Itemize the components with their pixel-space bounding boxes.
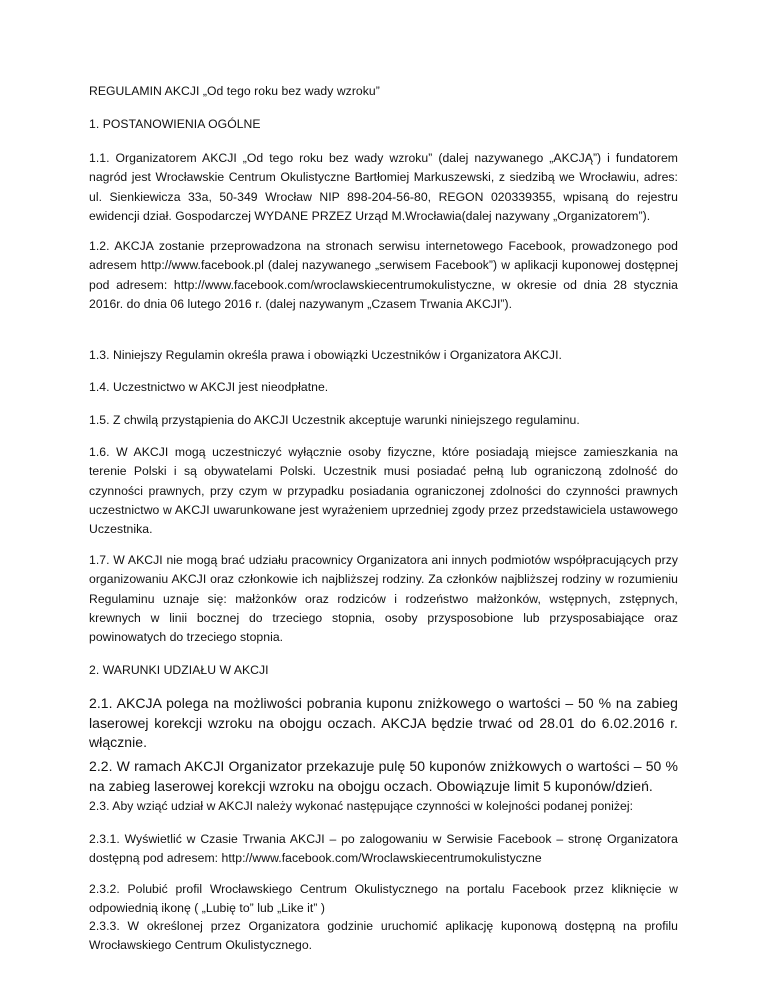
paragraph-1-6: 1.6. W AKCJI mogą uczestniczyć wyłącznie osoby fizyczne, które posiadają miejsce zamieszkania na terenie Polski i są obywatelami Polski. Uczestnik musi posiadać pełną lub ograniczoną zdolność do czynności prawnych, przy czym w przypadku posiadania ograniczonej zdolności do czynności prawnych uczestnictwo w AKCJI uwarunkowane jest wyrażeniem uprzedniej zgody przez przedstawiciela ustawowego Uczestnika. bbox=[89, 445, 678, 537]
paragraph-1-1: 1.1. Organizatorem AKCJI „Od tego roku bez wady wzroku” (dalej nazywanego „AKCJĄ”) i fundatorem nagród jest Wrocławskie Centrum Okulistyczne Bartłomiej Markuszewski, z siedzibą we Wrocławiu, adres: ul. Sienkiewicza 33a, 50-349 Wrocław NIP 898-204-56-80, REGON 020339355, wpisaną do rejestru ewidencji dział. Gospodarczej WYDANE PRZEZ Urząd M.Wrocławia(dalej nazywany „Organizatorem”). bbox=[89, 151, 678, 223]
paragraph-1-5: 1.5. Z chwilą przystąpienia do AKCJI Uczestnik akceptuje warunki niniejszego regulaminu. bbox=[89, 413, 580, 427]
paragraph-2-2: 2.2. W ramach AKCJI Organizator przekazuje pulę 50 kuponów zniżkowych o wartości – 50 % na zabieg laserowej korekcji wzroku na obojgu oczach. Obowiązuje limit 5 kuponów/dzień. bbox=[89, 758, 678, 794]
paragraph-1-7: 1.7. W AKCJI nie mogą brać udziału pracownicy Organizatora ani innych podmiotów współpracujących przy organizowaniu AKCJI oraz członkowie ich najbliższej rodziny. Za członków najbliższej rodziny w rozumieniu Regulaminu uznaje się: małżonków oraz rodziców i rodzeństwo małżonków, wstępnych, zstępnych, krewnych w linii bocznej do trzeciego stopnia, osoby przysposobione lub przysposabiające oraz powinowatych do trzeciego stopnia. bbox=[89, 553, 678, 645]
paragraph-2-3-1: 2.3.1. Wyświetlić w Czasie Trwania AKCJI – po zalogowaniu w Serwisie Facebook – stronę Organizatora dostępną pod adresem: http://www.facebook.com/Wroclawskiecentrumokulistyczne bbox=[89, 832, 678, 866]
paragraph-2-1: 2.1. AKCJA polega na możliwości pobrania kuponu zniżkowego o wartości – 50 % na zabieg laserowej korekcji wzroku na obojgu oczach. AKCJA będzie trwać od 28.01 do 6.02.2016 r. włącznie. bbox=[89, 695, 678, 750]
paragraph-2-3-3: 2.3.3. W określonej przez Organizatora godzinie uruchomić aplikację kuponową dostępną na profilu Wrocławskiego Centrum Okulistycznego. bbox=[89, 919, 678, 953]
paragraph-2-3-2: 2.3.2. Polubić profil Wrocławskiego Centrum Okulistycznego na portalu Facebook przez kliknięcie w odpowiednią ikonę ( „Lubię to” lub „Like it” ) bbox=[89, 882, 678, 916]
section-heading-1: 1. POSTANOWIENIA OGÓLNE bbox=[89, 117, 261, 131]
paragraph-1-3: 1.3. Niniejszy Regulamin określa prawa i obowiązki Uczestników i Organizatora AKCJI. bbox=[89, 348, 562, 362]
document-title: REGULAMIN AKCJI „Od tego roku bez wady wzroku” bbox=[89, 84, 380, 98]
paragraph-1-2: 1.2. AKCJA zostanie przeprowadzona na stronach serwisu internetowego Facebook, prowadzonego pod adresem http://www.facebook.pl (dalej nazywanego „serwisem Facebook”) w aplikacji kuponowej dostępnej pod adresem: http://www.facebook.com/wroclawskiecentrumokulistyczne, w okresie od dnia 28 stycznia 2016r. do dnia 06 lutego 2016 r. (dalej nazywanym „Czasem Trwania AKCJI”). bbox=[89, 239, 678, 311]
paragraph-1-4: 1.4. Uczestnictwo w AKCJI jest nieodpłatne. bbox=[89, 380, 329, 394]
paragraph-2-3: 2.3. Aby wziąć udział w AKCJI należy wykonać następujące czynności w kolejności podanej poniżej: bbox=[89, 799, 634, 813]
section-heading-2: 2. WARUNKI UDZIAŁU W AKCJI bbox=[89, 663, 269, 677]
